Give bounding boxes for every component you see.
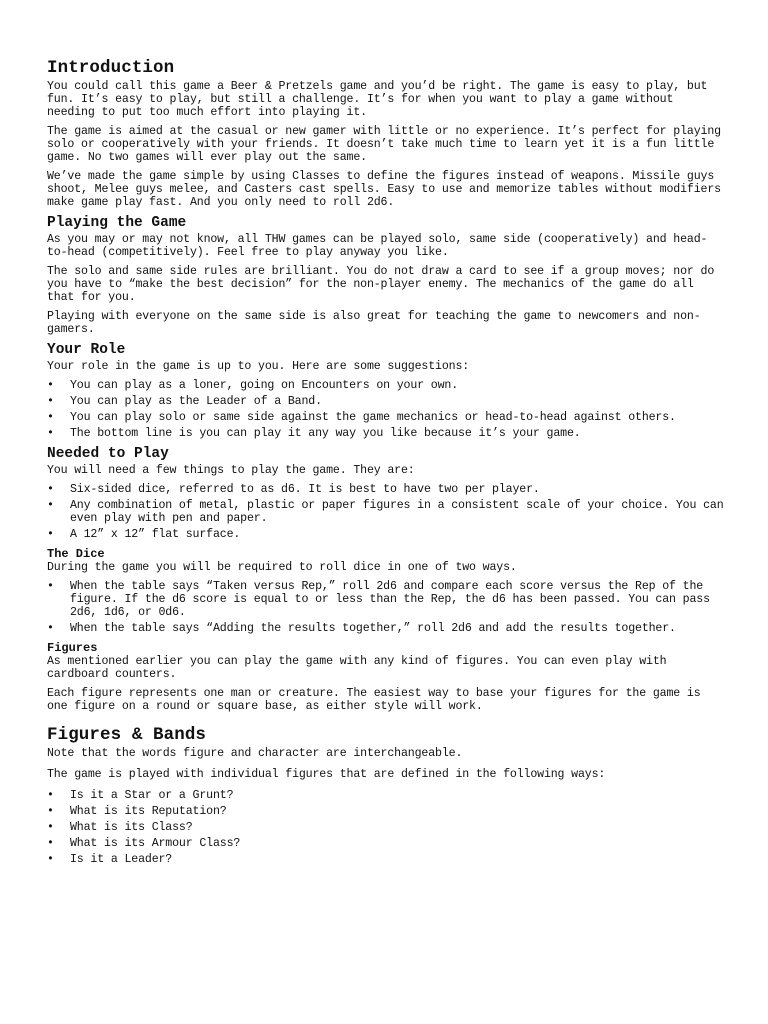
paragraph: We’ve made the game simple by using Classes to define the figures instead of weapons. Missile guys shoot, Melee guys melee, and Casters cast spells. Easy to use and memorize tables without modifiers make game play fast. And you only need to roll 2d6. [47, 170, 721, 209]
bullet-icon: • [47, 427, 54, 440]
paragraph: The solo and same side rules are brilliant. You do not draw a card to see if a group moves; nor do you have to “make the best decision” for the non-player enemy. The mechanics of the game do all that for you. [47, 265, 715, 304]
paragraph: You could call this game a Beer & Pretzels game and you’d be right. The game is easy to play, but fun. It’s easy to play, but still a challenge. It’s for when you want to play a game without needing to put too much effort into playing it. [47, 80, 708, 119]
list-item-text: What is its Class? [70, 821, 193, 834]
bullet-icon: • [47, 789, 54, 802]
bullet-icon: • [47, 411, 54, 424]
list-item [47, 395, 727, 408]
list-item-text: Is it a Leader? [70, 853, 173, 866]
bullet-icon: • [47, 499, 54, 512]
list-item-text: A 12” x 12” flat surface. [70, 528, 241, 541]
section-playing-the-game [47, 215, 727, 336]
bullet-icon: • [47, 837, 54, 850]
heading-playing-the-game: Playing the Game [47, 215, 187, 231]
paragraph: During the game you will be required to roll dice in one of two ways. [47, 561, 517, 574]
heading-your-role: Your Role [47, 342, 126, 358]
document-page [47, 58, 727, 872]
bullet-icon: • [47, 622, 54, 635]
paragraph: Each figure represents one man or creature. The easiest way to base your figures for the game is one figure on a round or square base, as either style will work. [47, 687, 701, 713]
list-item [47, 528, 727, 541]
list-item-text: Is it a Star or a Grunt? [70, 789, 234, 802]
list-item-text: You can play solo or same side against the game mechanics or head-to-head against others. [70, 411, 676, 424]
list-item-text: Six-sided dice, referred to as d6. It is best to have two per player. [70, 483, 540, 496]
bullet-icon: • [47, 853, 54, 866]
list-item [47, 622, 727, 635]
list-item-text: The bottom line is you can play it any way you like because it’s your game. [70, 427, 581, 440]
heading-introduction: Introduction [47, 58, 175, 78]
bullet-icon: • [47, 821, 54, 834]
bullet-icon: • [47, 805, 54, 818]
list-item-text: What is its Armour Class? [70, 837, 241, 850]
heading-the-dice: The Dice [47, 547, 105, 561]
list-item [47, 789, 727, 802]
bullet-list [47, 580, 727, 635]
bullet-icon: • [47, 483, 54, 496]
bullet-icon: • [47, 379, 54, 392]
list-item [47, 379, 727, 392]
bullet-icon: • [47, 580, 54, 593]
bullet-list [47, 789, 727, 866]
list-item-text: You can play as the Leader of a Band. [70, 395, 322, 408]
paragraph: As mentioned earlier you can play the game with any kind of figures. You can even play with cardboard counters. [47, 655, 667, 681]
bullet-list [47, 379, 727, 440]
section-your-role [47, 342, 727, 440]
paragraph: The game is played with individual figures that are defined in the following ways: [47, 768, 606, 781]
heading-figures: Figures [47, 641, 98, 655]
list-item [47, 427, 727, 440]
list-item-text: When the table says “Taken versus Rep,” roll 2d6 and compare each score versus the Rep of the figure. If the d6 score is equal to or less than the Rep, the d6 has been passed. You can pass 2d6, 1d6, or 0d6. [70, 580, 710, 619]
bullet-icon: • [47, 395, 54, 408]
list-item [47, 580, 727, 619]
section-figures-and-bands [47, 725, 727, 866]
list-item-text: You can play as a loner, going on Encounters on your own. [70, 379, 459, 392]
bullet-list [47, 483, 727, 541]
section-figures [47, 641, 727, 713]
list-item [47, 853, 727, 866]
paragraph: The game is aimed at the casual or new gamer with little or no experience. It’s perfect for playing solo or cooperatively with your friends. It doesn’t take much time to learn yet it is a fun little game. No two games will ever play out the same. [47, 125, 721, 164]
list-item [47, 411, 727, 424]
bullet-icon: • [47, 528, 54, 541]
paragraph: Playing with everyone on the same side is also great for teaching the game to newcomers and non-gamers. [47, 310, 701, 336]
heading-figures-and-bands: Figures & Bands [47, 725, 207, 745]
list-item [47, 837, 727, 850]
section-introduction [47, 58, 727, 209]
list-item-text: Any combination of metal, plastic or paper figures in a consistent scale of your choice. You can even play with pen and paper. [70, 499, 724, 525]
list-item [47, 821, 727, 834]
heading-needed-to-play: Needed to Play [47, 446, 169, 462]
paragraph: As you may or may not know, all THW games can be played solo, same side (cooperatively) and head-to-head (competitively). Feel free to play anyway you like. [47, 233, 708, 259]
section-needed-to-play [47, 446, 727, 541]
list-item-text: What is its Reputation? [70, 805, 227, 818]
list-item [47, 483, 727, 496]
paragraph: Your role in the game is up to you. Here are some suggestions: [47, 360, 470, 373]
list-item [47, 805, 727, 818]
paragraph: You will need a few things to play the game. They are: [47, 464, 415, 477]
list-item-text: When the table says “Adding the results together,” roll 2d6 and add the results together. [70, 622, 676, 635]
paragraph: Note that the words figure and character are interchangeable. [47, 747, 463, 760]
section-the-dice [47, 547, 727, 635]
list-item [47, 499, 727, 525]
